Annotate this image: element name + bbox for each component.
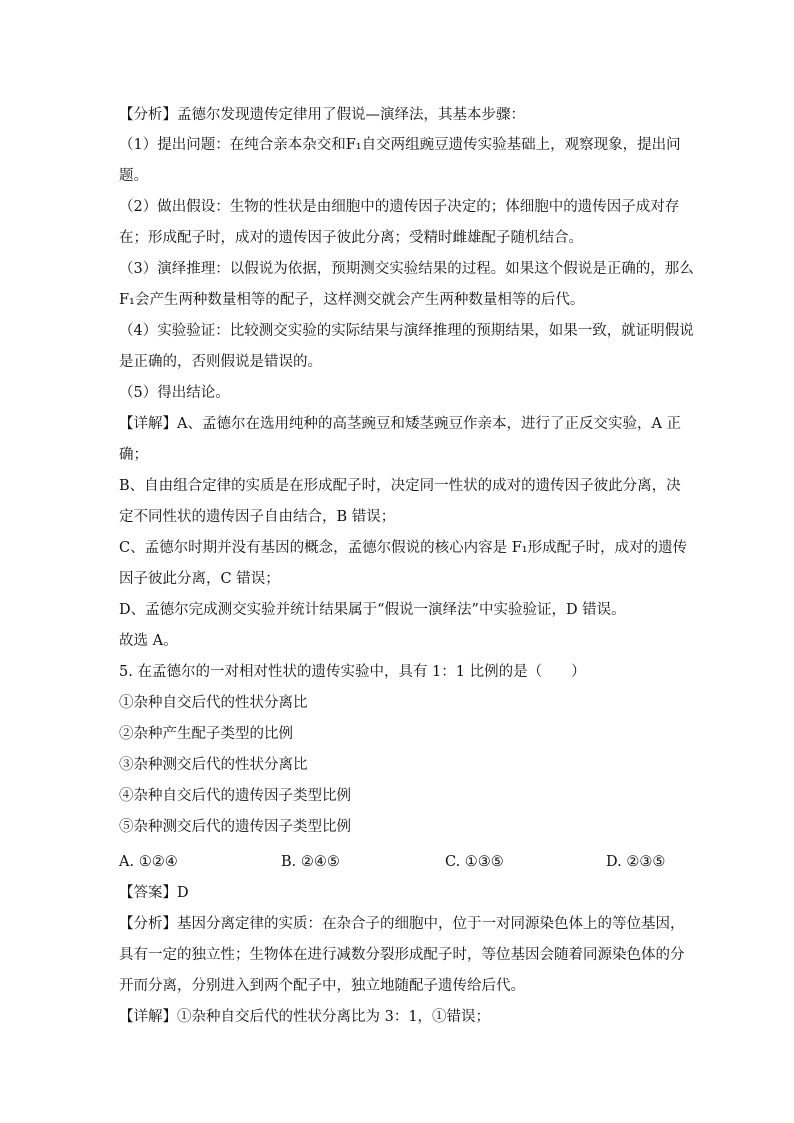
detail-c-line-1: C、孟德尔时期并没有基因的概念，孟德尔假说的核心内容是 F₁形成配子时，成对的遗传 xyxy=(119,540,688,556)
analysis-heading: 【分析】孟德尔发现遗传定律用了假说—演绎法，其基本步骤： xyxy=(119,107,525,123)
analysis-2-line-1: 【分析】基因分离定律的实质：在杂合子的细胞中，位于一对同源染色体上的等位基因， xyxy=(119,916,685,932)
detail-c-line-2: 因子彼此分离，C 错误； xyxy=(119,571,280,587)
option-d: D. ②③⑤ xyxy=(606,854,666,870)
option-c: C. ①③⑤ xyxy=(445,854,504,870)
step-3-line-1: （3）演绎推理：以假说为依据，预期测交实验结果的过程。如果这个假说是正确的，那么 xyxy=(119,261,694,277)
detail-d: D、孟德尔完成测交实验并统计结果属于“假说一演绎法”中实验验证，D 错误。 xyxy=(119,602,626,618)
step-5: （5）得出结论。 xyxy=(119,385,230,401)
step-3-line-2: F₁会产生两种数量相等的配子，这样测交就会产生两种数量相等的后代。 xyxy=(119,292,585,308)
answer-line: 【答案】D xyxy=(119,885,189,901)
question-5-item-1: ①杂种自交后代的性状分离比 xyxy=(119,695,308,711)
question-5-item-2: ②杂种产生配子类型的比例 xyxy=(119,726,293,742)
choose-answer: 故选 A。 xyxy=(119,633,178,649)
question-5-item-3: ③杂种测交后代的性状分离比 xyxy=(119,757,308,773)
step-1-line-1: （1）提出问题：在纯合亲本杂交和F₁自交两组豌豆遗传实验基础上，观察现象，提出问 xyxy=(119,137,681,153)
step-4-line-1: （4）实验验证：比较测交实验的实际结果与演绎推理的预期结果，如果一致，就证明假说 xyxy=(119,323,694,339)
question-5-item-5: ⑤杂种测交后代的遗传因子类型比例 xyxy=(119,819,351,835)
analysis-2-line-2: 具有一定的独立性；生物体在进行减数分裂形成配子时，等位基因会随着同源染色体的分 xyxy=(119,947,685,963)
option-a: A. ①②④ xyxy=(119,854,178,870)
question-5-stem: 5. 在孟德尔的一对相对性状的遗传实验中，具有 1：1 比例的是（ ） xyxy=(119,664,586,680)
analysis-2-line-3: 开而分离，分别进入到两个配子中，独立地随配子遗传给后代。 xyxy=(119,978,525,994)
step-4-line-2: 是正确的，否则假说是错误的。 xyxy=(119,354,322,370)
step-2-line-1: （2）做出假设：生物的性状是由细胞中的遗传因子决定的；体细胞中的遗传因子成对存 xyxy=(119,199,680,215)
detail-b-line-1: B、自由组合定律的实质是在形成配子时，决定同一性状的成对的遗传因子彼此分离，决 xyxy=(119,478,681,494)
step-1-line-2: 题。 xyxy=(119,168,148,184)
detail-a-line-1: 【详解】A、孟德尔在选用纯种的高茎豌豆和矮茎豌豆作亲本，进行了正反交实验，A 正 xyxy=(119,416,682,432)
detail-2-line-1: 【详解】①杂种自交后代的性状分离比为 3：1，①错误； xyxy=(119,1009,491,1025)
detail-a-line-2: 确； xyxy=(119,447,148,463)
question-5-item-4: ④杂种自交后代的遗传因子类型比例 xyxy=(119,788,351,804)
detail-b-line-2: 定不同性状的遗传因子自由结合，B 错误； xyxy=(119,509,396,525)
option-b: B. ②④⑤ xyxy=(281,854,340,870)
step-2-line-2: 在；形成配子时，成对的遗传因子彼此分离；受精时雌雄配子随机结合。 xyxy=(119,230,583,246)
question-5-options xyxy=(119,847,675,878)
